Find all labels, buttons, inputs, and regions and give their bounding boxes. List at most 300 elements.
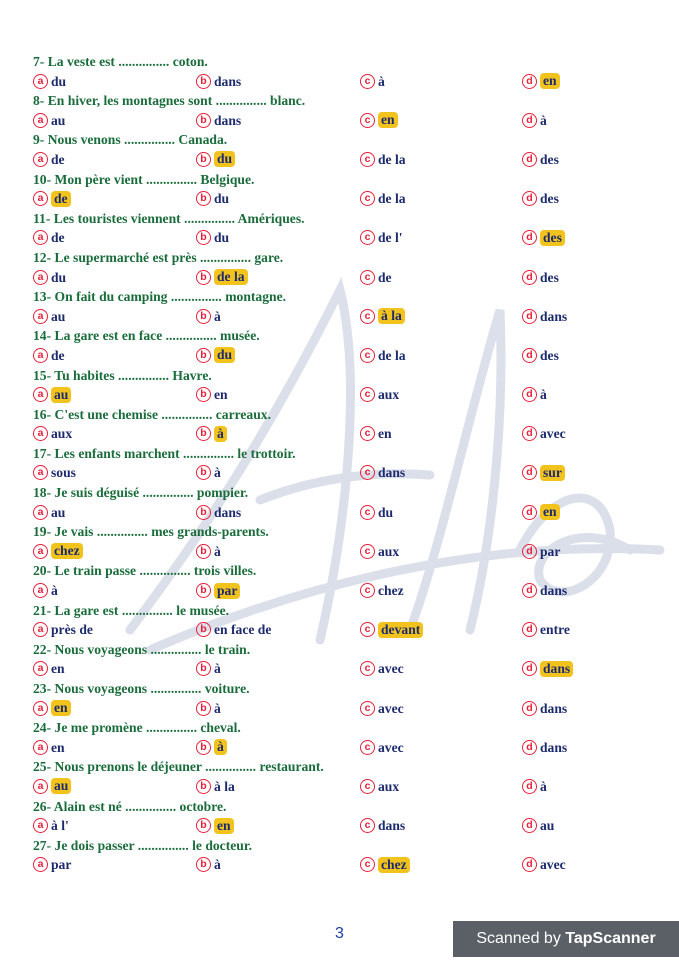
option-c — [360, 699, 404, 718]
option-text: du — [214, 191, 230, 207]
option-text: au — [51, 112, 66, 128]
option-c — [360, 620, 423, 639]
option-text: aux — [378, 387, 400, 403]
option-a — [33, 228, 65, 247]
option-c — [360, 268, 392, 287]
answer-options — [33, 503, 653, 522]
option-letter-circle: a — [33, 387, 48, 402]
question-text — [33, 287, 286, 306]
option-text: aux — [378, 778, 400, 794]
question-number: 23- — [33, 681, 52, 696]
option-text: avec — [540, 426, 566, 442]
question-block — [33, 679, 653, 718]
option-d — [522, 503, 560, 522]
option-a — [33, 189, 71, 208]
highlighted-answer: en — [378, 112, 398, 128]
option-c — [360, 659, 404, 678]
option-letter-circle: a — [33, 701, 48, 716]
option-a — [33, 699, 71, 718]
option-letter-circle: c — [360, 661, 375, 676]
option-text: dans — [378, 818, 406, 834]
option-letter-circle: b — [196, 270, 211, 285]
option-letter-circle: c — [360, 230, 375, 245]
question-block — [33, 561, 653, 600]
option-b — [196, 346, 235, 365]
option-c — [360, 777, 399, 796]
option-b — [196, 620, 271, 639]
option-a — [33, 424, 72, 443]
question-block — [33, 170, 653, 209]
question-block — [33, 405, 653, 444]
question-number: 11- — [33, 210, 51, 226]
option-letter-circle: c — [360, 113, 375, 128]
option-text: du — [51, 269, 67, 285]
question-sentence: Nous venons ............... Canada. — [47, 132, 228, 148]
answer-options — [33, 542, 653, 561]
option-b — [196, 855, 221, 874]
option-letter-circle: b — [196, 583, 211, 598]
option-text: à — [214, 543, 221, 559]
option-a — [33, 463, 76, 482]
option-letter-circle: a — [33, 583, 48, 598]
option-b — [196, 385, 228, 404]
option-c — [360, 150, 406, 169]
option-letter-circle: d — [522, 309, 537, 324]
option-d — [522, 111, 547, 130]
question-number: 24- — [33, 720, 52, 736]
question-block — [33, 601, 653, 640]
option-text: de la — [378, 191, 406, 207]
option-c — [360, 385, 399, 404]
option-c — [360, 855, 410, 874]
scan-badge-brand: TapScanner — [565, 930, 656, 947]
option-text: du — [214, 230, 230, 246]
question-block — [33, 366, 653, 405]
question-text — [33, 522, 269, 541]
question-number: 27- — [33, 837, 52, 853]
question-sentence: Les enfants marchent ............... le trottoir. — [54, 445, 296, 461]
option-text: dans — [540, 583, 568, 599]
question-number: 16- — [33, 406, 52, 422]
option-letter-circle: c — [360, 544, 375, 559]
highlighted-answer: par — [214, 583, 240, 599]
option-text: à — [378, 73, 385, 89]
option-text: à — [214, 465, 221, 481]
option-text: entre — [540, 622, 570, 638]
option-letter-circle: a — [33, 740, 48, 755]
option-d — [522, 424, 566, 443]
answer-options — [33, 111, 653, 130]
option-c — [360, 503, 393, 522]
option-letter-circle: a — [33, 230, 48, 245]
question-number: 18- — [33, 485, 52, 501]
option-b — [196, 581, 240, 600]
option-text: à la — [214, 778, 235, 794]
option-letter-circle: a — [33, 661, 48, 676]
option-d — [522, 228, 565, 247]
option-b — [196, 424, 227, 443]
highlighted-answer: à la — [378, 308, 405, 324]
option-letter-circle: d — [522, 818, 537, 833]
question-block — [33, 91, 653, 130]
option-text: près de — [51, 622, 93, 638]
option-d — [522, 620, 570, 639]
option-text: au — [51, 504, 66, 520]
option-text: à — [214, 857, 221, 873]
option-letter-circle: c — [360, 348, 375, 363]
option-a — [33, 777, 71, 796]
answer-options — [33, 659, 653, 678]
highlighted-answer: chez — [51, 543, 83, 559]
option-letter-circle: a — [33, 113, 48, 128]
option-d — [522, 855, 566, 874]
option-text: du — [378, 504, 394, 520]
option-letter-circle: a — [33, 152, 48, 167]
option-d — [522, 150, 559, 169]
option-letter-circle: b — [196, 857, 211, 872]
option-d — [522, 307, 567, 326]
option-text: à l' — [51, 818, 69, 834]
option-text: en — [214, 387, 228, 403]
option-text: par — [540, 543, 561, 559]
option-b — [196, 699, 221, 718]
question-text — [33, 561, 256, 580]
option-c — [360, 111, 398, 130]
highlighted-answer: devant — [378, 622, 423, 638]
option-text: de — [378, 269, 392, 285]
option-letter-circle: d — [522, 74, 537, 89]
option-letter-circle: b — [196, 701, 211, 716]
option-text: en — [378, 426, 392, 442]
option-text: dans — [540, 308, 568, 324]
question-sentence: Nous voyageons ............... voiture. — [54, 681, 250, 696]
question-text — [33, 248, 283, 267]
option-letter-circle: d — [522, 191, 537, 206]
option-text: en — [51, 661, 65, 677]
option-d — [522, 268, 559, 287]
option-c — [360, 424, 392, 443]
question-block — [33, 444, 653, 483]
option-text: aux — [51, 426, 73, 442]
question-number: 19- — [33, 524, 52, 540]
question-text — [33, 366, 212, 385]
question-sentence: Alain est né ............... octobre. — [53, 798, 227, 814]
option-c — [360, 189, 406, 208]
option-letter-circle: b — [196, 113, 211, 128]
question-sentence: La gare est en face ............... musée. — [54, 328, 260, 344]
question-text — [33, 209, 305, 228]
option-a — [33, 581, 58, 600]
option-text: chez — [378, 583, 404, 599]
option-letter-circle: b — [196, 230, 211, 245]
highlighted-answer: chez — [378, 857, 410, 873]
option-a — [33, 111, 65, 130]
question-text — [33, 718, 241, 737]
option-letter-circle: c — [360, 505, 375, 520]
option-letter-circle: c — [360, 387, 375, 402]
option-letter-circle: d — [522, 230, 537, 245]
question-text — [33, 679, 250, 698]
question-block — [33, 757, 653, 796]
answer-options — [33, 307, 653, 326]
highlighted-answer: en — [540, 73, 560, 89]
question-block — [33, 640, 653, 679]
option-d — [522, 72, 560, 91]
question-text — [33, 757, 324, 776]
highlighted-answer: de — [51, 191, 71, 207]
option-d — [522, 542, 560, 561]
option-letter-circle: c — [360, 818, 375, 833]
option-text: avec — [540, 857, 566, 873]
highlighted-answer: au — [51, 387, 71, 403]
question-number: 13- — [33, 289, 52, 305]
question-sentence: Je vais ............... mes grands-parents. — [54, 524, 269, 540]
question-number: 17- — [33, 445, 52, 461]
scan-badge-prefix: Scanned by — [476, 930, 566, 947]
option-letter-circle: a — [33, 270, 48, 285]
question-text — [33, 444, 296, 463]
option-b — [196, 150, 235, 169]
option-letter-circle: a — [33, 465, 48, 480]
answer-options — [33, 816, 653, 835]
question-sentence: Tu habites ............... Havre. — [54, 367, 212, 383]
option-letter-circle: c — [360, 191, 375, 206]
option-letter-circle: c — [360, 465, 375, 480]
option-a — [33, 385, 71, 404]
option-c — [360, 738, 404, 757]
option-letter-circle: d — [522, 779, 537, 794]
question-sentence: Nous voyageons ............... le train. — [54, 641, 251, 657]
question-text — [33, 170, 254, 189]
option-letter-circle: c — [360, 779, 375, 794]
question-number: 9- — [33, 132, 45, 148]
option-text: à — [540, 778, 547, 794]
option-d — [522, 385, 547, 404]
question-sentence: Je me promène ............... cheval. — [54, 720, 241, 736]
option-letter-circle: a — [33, 426, 48, 441]
question-block — [33, 248, 653, 287]
option-letter-circle: c — [360, 152, 375, 167]
option-letter-circle: a — [33, 74, 48, 89]
option-letter-circle: d — [522, 505, 537, 520]
option-letter-circle: d — [522, 740, 537, 755]
option-text: dans — [214, 112, 242, 128]
option-letter-circle: c — [360, 309, 375, 324]
question-number: 20- — [33, 563, 52, 579]
option-c — [360, 228, 403, 247]
option-text: de — [51, 151, 65, 167]
option-text: de la — [378, 151, 406, 167]
highlighted-answer: à — [214, 739, 227, 755]
answer-options — [33, 463, 653, 482]
question-block — [33, 483, 653, 522]
question-number: 8- — [33, 93, 45, 109]
option-letter-circle: a — [33, 779, 48, 794]
option-letter-circle: b — [196, 622, 211, 637]
option-letter-circle: d — [522, 113, 537, 128]
option-letter-circle: a — [33, 857, 48, 872]
option-letter-circle: b — [196, 348, 211, 363]
option-letter-circle: a — [33, 544, 48, 559]
question-text — [33, 52, 208, 71]
option-d — [522, 189, 559, 208]
option-text: de la — [378, 347, 406, 363]
option-text: dans — [540, 739, 568, 755]
question-sentence: Le supermarché est près ............... gare. — [54, 249, 284, 265]
question-block — [33, 836, 653, 875]
answer-options — [33, 738, 653, 757]
question-text — [33, 483, 248, 502]
option-letter-circle: d — [522, 583, 537, 598]
question-sentence: Je dois passer ............... le docteur. — [54, 837, 253, 853]
question-number: 21- — [33, 602, 52, 618]
option-a — [33, 268, 66, 287]
option-letter-circle: a — [33, 309, 48, 324]
option-d — [522, 346, 559, 365]
option-c — [360, 72, 385, 91]
option-c — [360, 542, 399, 561]
answer-options — [33, 228, 653, 247]
option-a — [33, 816, 69, 835]
option-letter-circle: d — [522, 544, 537, 559]
question-number: 7- — [33, 54, 45, 69]
exercise-sheet — [33, 52, 653, 875]
option-d — [522, 581, 567, 600]
option-letter-circle: c — [360, 74, 375, 89]
option-a — [33, 346, 65, 365]
option-text: en — [51, 739, 65, 755]
option-letter-circle: a — [33, 191, 48, 206]
option-letter-circle: c — [360, 583, 375, 598]
option-text: sous — [51, 465, 76, 481]
option-b — [196, 542, 221, 561]
highlighted-answer: du — [214, 151, 235, 167]
option-letter-circle: b — [196, 387, 211, 402]
option-text: de l' — [378, 230, 403, 246]
option-letter-circle: b — [196, 152, 211, 167]
option-letter-circle: c — [360, 622, 375, 637]
option-letter-circle: c — [360, 740, 375, 755]
question-block — [33, 287, 653, 326]
option-text: avec — [378, 661, 404, 677]
option-letter-circle: b — [196, 818, 211, 833]
option-letter-circle: d — [522, 426, 537, 441]
option-d — [522, 659, 573, 678]
option-letter-circle: d — [522, 348, 537, 363]
option-letter-circle: b — [196, 505, 211, 520]
option-a — [33, 855, 71, 874]
answer-options — [33, 72, 653, 91]
option-letter-circle: c — [360, 857, 375, 872]
option-a — [33, 72, 66, 91]
question-sentence: C'est une chemise ............... carreaux. — [54, 406, 271, 422]
option-text: à — [540, 387, 547, 403]
option-text: des — [540, 269, 559, 285]
option-c — [360, 581, 404, 600]
question-sentence: Le train passe ............... trois villes. — [54, 563, 257, 579]
option-a — [33, 659, 65, 678]
answer-options — [33, 150, 653, 169]
option-text: dans — [378, 465, 406, 481]
option-text: de — [51, 347, 65, 363]
option-letter-circle: b — [196, 426, 211, 441]
question-block — [33, 52, 653, 91]
answer-options — [33, 268, 653, 287]
page-number: 3 — [335, 925, 344, 942]
highlighted-answer: des — [540, 230, 565, 246]
option-d — [522, 463, 565, 482]
question-sentence: Mon père vient ............... Belgique. — [54, 171, 255, 187]
question-text — [33, 640, 250, 659]
highlighted-answer: sur — [540, 465, 565, 481]
question-block — [33, 209, 653, 248]
option-a — [33, 150, 65, 169]
question-text — [33, 326, 260, 345]
option-b — [196, 72, 241, 91]
option-text: du — [51, 73, 67, 89]
answer-options — [33, 699, 653, 718]
question-text — [33, 405, 271, 424]
answer-options — [33, 581, 653, 600]
question-sentence: La gare est ............... le musée. — [54, 602, 230, 618]
highlighted-answer: au — [51, 778, 71, 794]
option-text: des — [540, 191, 559, 207]
option-letter-circle: b — [196, 309, 211, 324]
option-letter-circle: b — [196, 779, 211, 794]
question-sentence: En hiver, les montagnes sont ............... blanc. — [47, 93, 306, 109]
option-text: à — [51, 583, 58, 599]
question-block — [33, 718, 653, 757]
option-text: à — [214, 700, 221, 716]
question-number: 22- — [33, 641, 52, 657]
option-text: au — [51, 308, 66, 324]
answer-options — [33, 855, 653, 874]
option-letter-circle: d — [522, 270, 537, 285]
question-number: 10- — [33, 171, 52, 187]
option-letter-circle: d — [522, 661, 537, 676]
option-letter-circle: d — [522, 152, 537, 167]
question-text — [33, 797, 226, 816]
question-block — [33, 326, 653, 365]
option-a — [33, 503, 65, 522]
option-letter-circle: d — [522, 465, 537, 480]
question-text — [33, 601, 229, 620]
option-letter-circle: d — [522, 701, 537, 716]
answer-options — [33, 777, 653, 796]
option-b — [196, 503, 241, 522]
highlighted-answer: en — [51, 700, 71, 716]
answer-options — [33, 189, 653, 208]
option-b — [196, 189, 229, 208]
option-c — [360, 816, 405, 835]
option-d — [522, 699, 567, 718]
option-letter-circle: d — [522, 387, 537, 402]
option-b — [196, 307, 221, 326]
option-b — [196, 228, 229, 247]
option-text: avec — [378, 739, 404, 755]
highlighted-answer: dans — [540, 661, 573, 677]
option-text: aux — [378, 543, 400, 559]
option-d — [522, 816, 554, 835]
option-text: à — [540, 112, 547, 128]
option-c — [360, 307, 405, 326]
option-text: dans — [214, 504, 242, 520]
highlighted-answer: en — [540, 504, 560, 520]
option-b — [196, 816, 234, 835]
answer-options — [33, 385, 653, 404]
highlighted-answer: de la — [214, 269, 248, 285]
option-text: à — [214, 661, 221, 677]
